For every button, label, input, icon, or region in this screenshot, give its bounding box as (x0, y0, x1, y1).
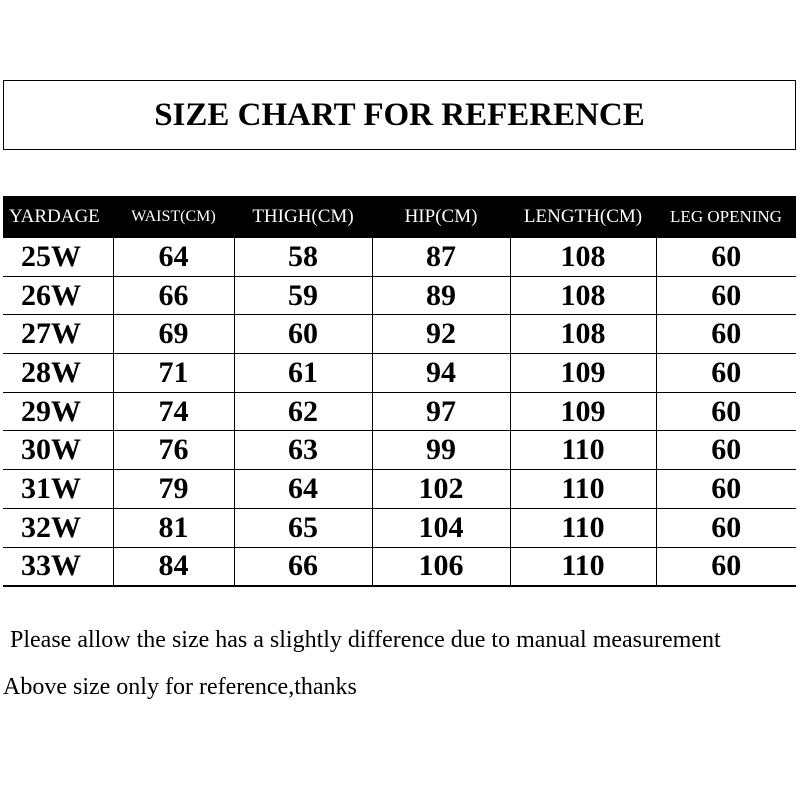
cell-waist: 64 (113, 238, 234, 276)
size-table (3, 196, 796, 587)
cell-thigh: 59 (234, 276, 372, 315)
cell-length: 110 (510, 431, 656, 470)
cell-hip: 99 (372, 431, 510, 470)
cell-hip: 94 (372, 354, 510, 393)
cell-length: 109 (510, 392, 656, 431)
table-row (3, 508, 796, 547)
header-yardage: YARDAGE (3, 196, 113, 238)
cell-leg-opening: 60 (656, 315, 796, 354)
cell-thigh: 64 (234, 470, 372, 509)
cell-thigh: 63 (234, 431, 372, 470)
cell-thigh: 66 (234, 547, 372, 586)
cell-waist: 66 (113, 276, 234, 315)
note-reference: Above size only for reference,thanks (3, 674, 357, 700)
cell-hip: 106 (372, 547, 510, 586)
cell-waist: 79 (113, 470, 234, 509)
cell-leg-opening: 60 (656, 354, 796, 393)
cell-leg-opening: 60 (656, 276, 796, 315)
table-row (3, 431, 796, 470)
cell-leg-opening: 60 (656, 470, 796, 509)
cell-yardage: 29W (3, 392, 113, 431)
cell-waist: 71 (113, 354, 234, 393)
chart-title: SIZE CHART FOR REFERENCE (154, 96, 645, 133)
table-row (3, 547, 796, 586)
note-measurement: Please allow the size has a slightly difference due to manual measurement (10, 627, 721, 653)
cell-hip: 102 (372, 470, 510, 509)
cell-waist: 81 (113, 508, 234, 547)
table-header-row (3, 196, 796, 238)
cell-thigh: 58 (234, 238, 372, 276)
table-row (3, 470, 796, 509)
table-row (3, 238, 796, 276)
cell-leg-opening: 60 (656, 431, 796, 470)
cell-yardage: 28W (3, 354, 113, 393)
header-leg-opening: LEG OPENING (656, 196, 796, 238)
cell-hip: 97 (372, 392, 510, 431)
cell-leg-opening: 60 (656, 392, 796, 431)
header-hip: HIP(CM) (372, 196, 510, 238)
cell-leg-opening: 60 (656, 238, 796, 276)
header-thigh: THIGH(CM) (234, 196, 372, 238)
cell-leg-opening: 60 (656, 508, 796, 547)
cell-yardage: 25W (3, 238, 113, 276)
cell-waist: 69 (113, 315, 234, 354)
table-row (3, 392, 796, 431)
title-box (3, 80, 796, 150)
cell-length: 108 (510, 276, 656, 315)
cell-hip: 89 (372, 276, 510, 315)
cell-thigh: 62 (234, 392, 372, 431)
cell-yardage: 31W (3, 470, 113, 509)
cell-hip: 92 (372, 315, 510, 354)
header-waist: WAIST(CM) (113, 196, 234, 238)
table-row (3, 354, 796, 393)
cell-thigh: 65 (234, 508, 372, 547)
cell-thigh: 61 (234, 354, 372, 393)
cell-length: 109 (510, 354, 656, 393)
cell-hip: 87 (372, 238, 510, 276)
cell-leg-opening: 60 (656, 547, 796, 586)
cell-yardage: 30W (3, 431, 113, 470)
table-row (3, 315, 796, 354)
table-row (3, 276, 796, 315)
cell-length: 108 (510, 315, 656, 354)
cell-yardage: 32W (3, 508, 113, 547)
cell-yardage: 26W (3, 276, 113, 315)
cell-yardage: 33W (3, 547, 113, 586)
cell-length: 108 (510, 238, 656, 276)
cell-waist: 84 (113, 547, 234, 586)
cell-waist: 74 (113, 392, 234, 431)
cell-length: 110 (510, 547, 656, 586)
cell-yardage: 27W (3, 315, 113, 354)
cell-length: 110 (510, 508, 656, 547)
header-length: LENGTH(CM) (510, 196, 656, 238)
cell-length: 110 (510, 470, 656, 509)
cell-waist: 76 (113, 431, 234, 470)
cell-thigh: 60 (234, 315, 372, 354)
cell-hip: 104 (372, 508, 510, 547)
